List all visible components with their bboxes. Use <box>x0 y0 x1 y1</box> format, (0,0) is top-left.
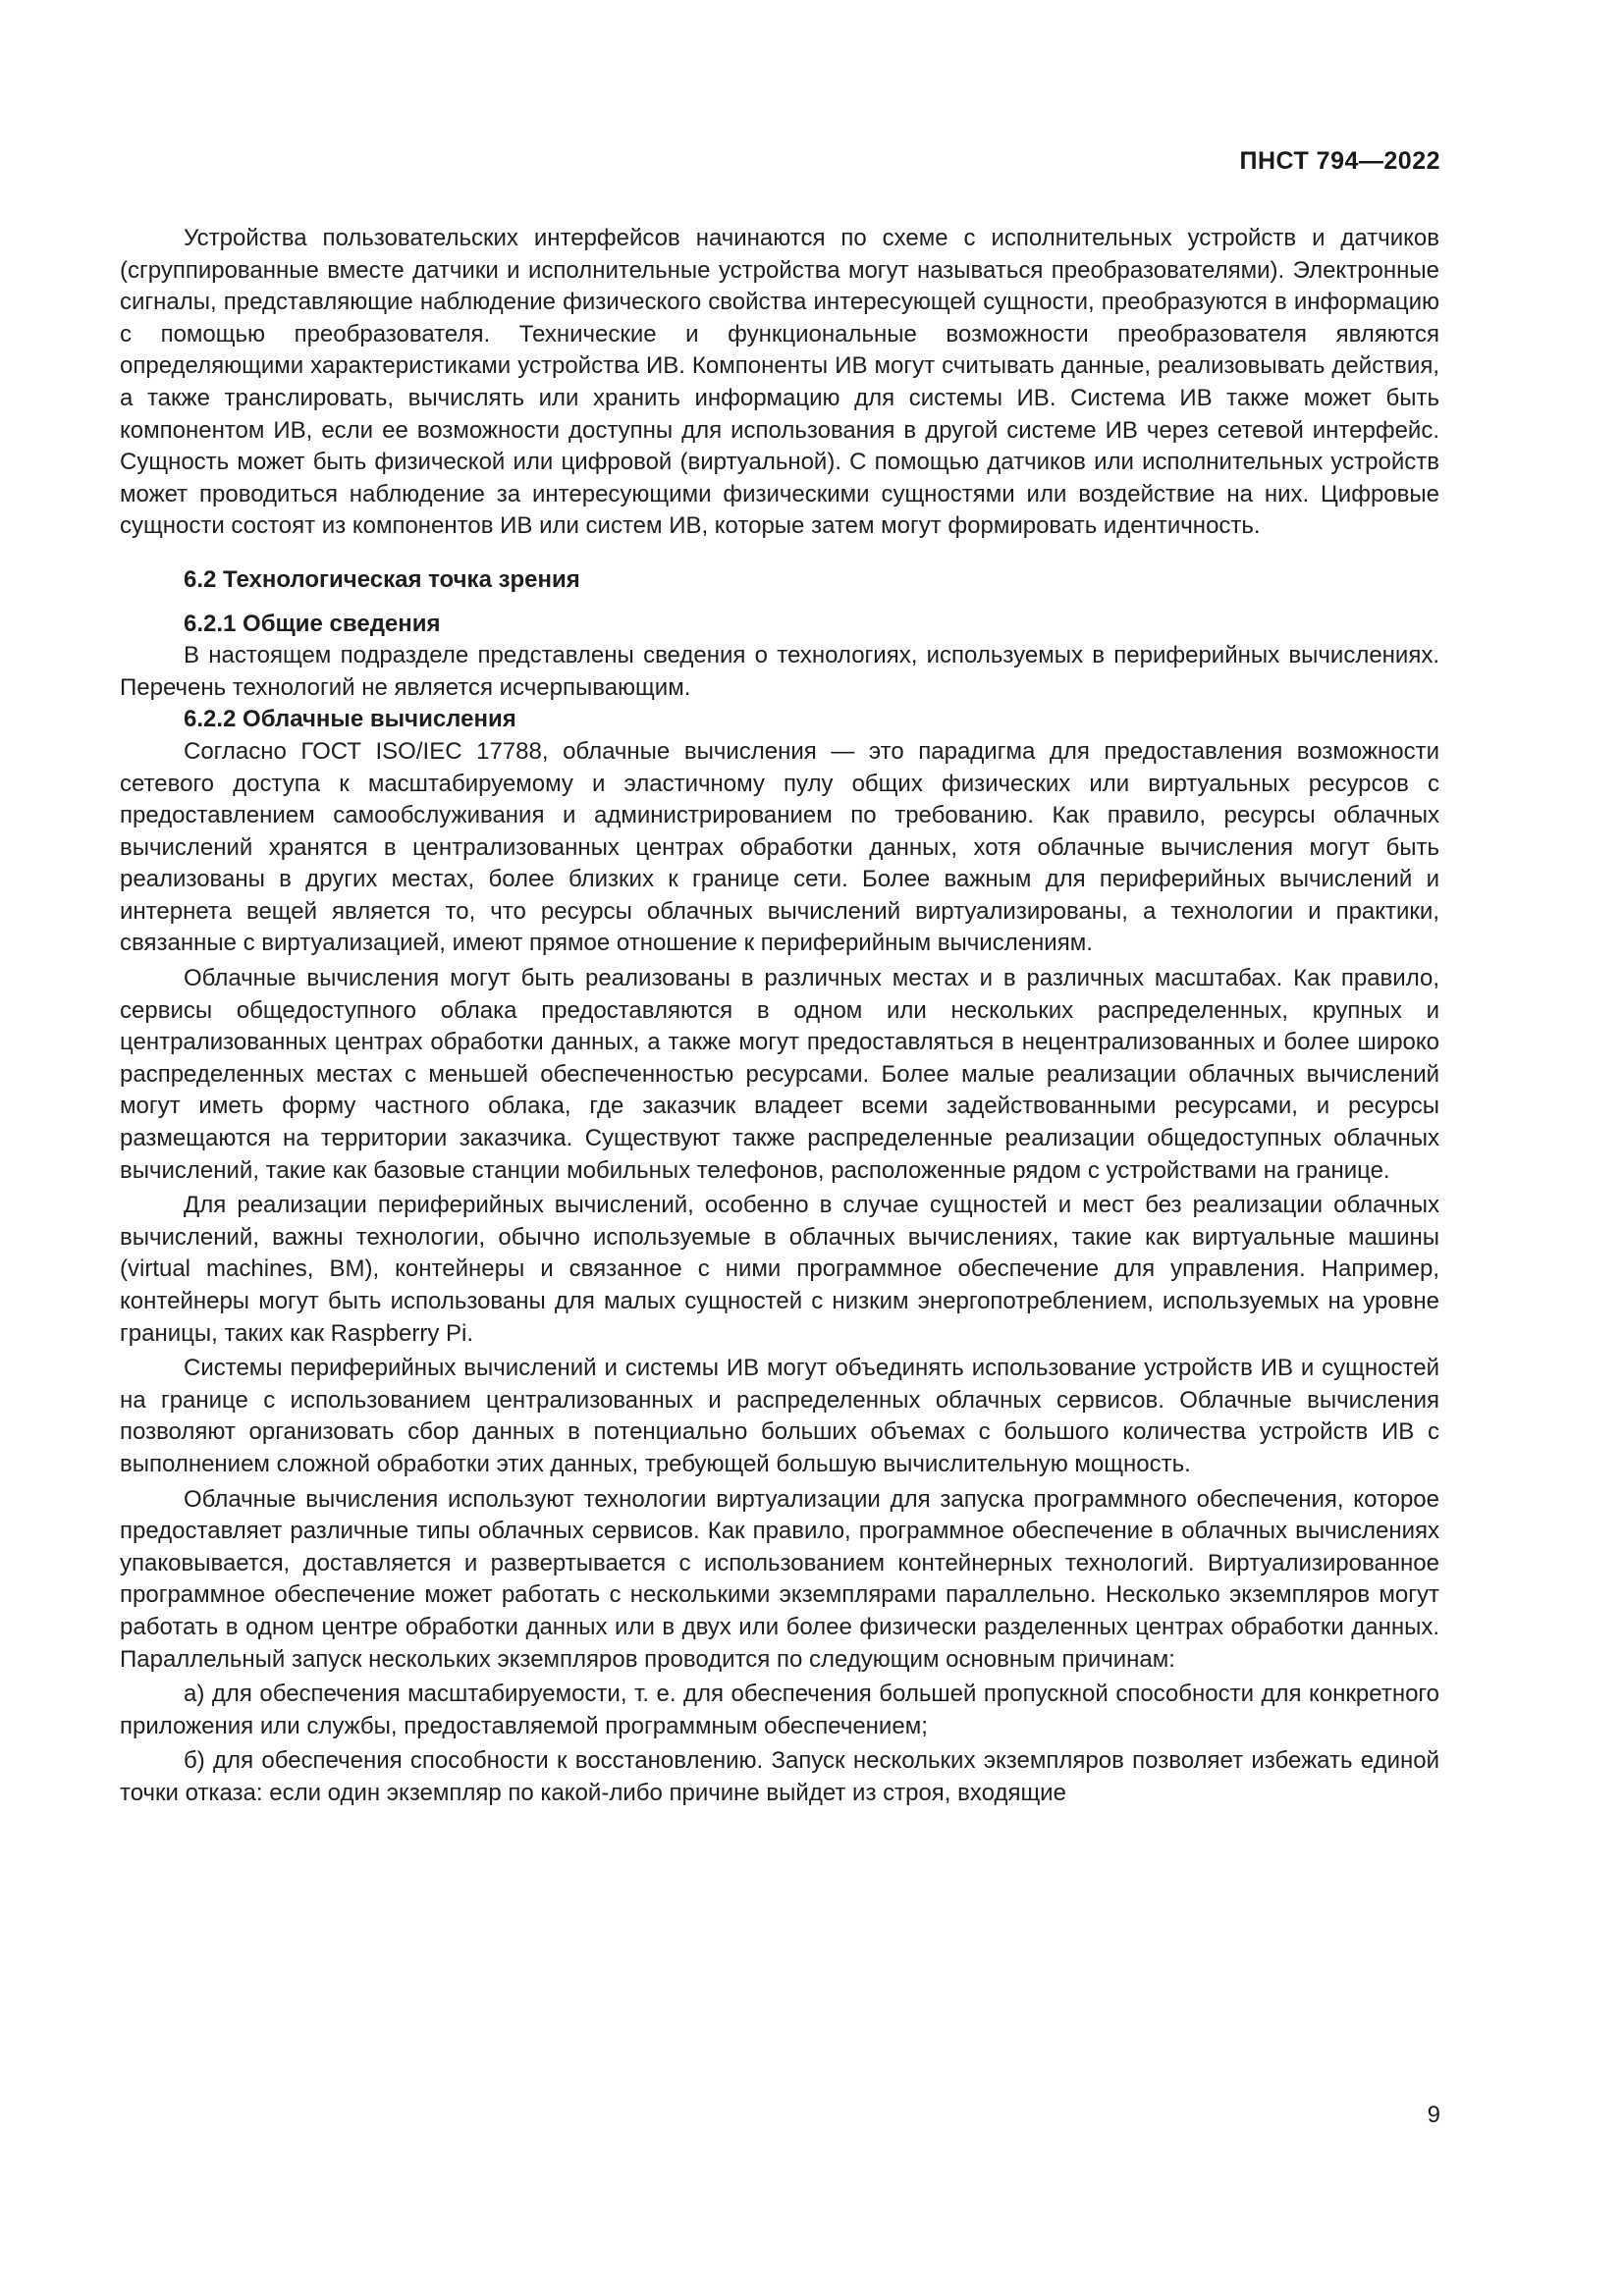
subsection-heading-6-2-1: 6.2.1 Общие сведения <box>184 610 441 637</box>
section-heading-6-2: 6.2 Технологическая точка зрения <box>184 565 580 593</box>
list-item-a: а) для обеспечения масштабируемости, т. е. для обеспечения большей пропускной способности для конкретного приложения или службы, предоставляемой программным обеспечением; <box>120 1681 1439 1739</box>
document-body <box>120 223 1439 1810</box>
subsection-heading-6-2-2: 6.2.2 Облачные вычисления <box>184 706 516 733</box>
list-item-b: б) для обеспечения способности к восстановлению. Запуск нескольких экземпляров позволяет избежать единой точки отказа: если один экземпляр по какой-либо причине выйдет из строя, входящие <box>120 1747 1439 1806</box>
intro-paragraph: Устройства пользовательских интерфейсов начинаются по схеме с исполнительных устройств и датчиков (сгруппированные вместе датчики и исполнительные устройства могут называться преобразователями). Электронные сигналы, представляющие наблюдение физического свойства интересующей сущности, преобразуются в информацию с помощью преобразователя. Технические и функциональные возможности преобразователя являются определяющими характеристиками устройства ИВ. Компоненты ИВ могут считывать данные, реализовывать действия, а также транслировать, вычислять или хранить информацию для системы ИВ. Система ИВ также может быть компонентом ИВ, если ее возможности доступны для использования в другой системе ИВ через сетевой интерфейс. Сущность может быть физической или цифровой (виртуальной). С помощью датчиков или исполнительных устройств может проводиться наблюдение за интересующими физическими сущностями или воздействие на них. Цифровые сущности состоят из компонентов ИВ или систем ИВ, которые затем могут формировать идентичность. <box>120 225 1439 540</box>
cloud-paragraph-integration: Системы периферийных вычислений и системы ИВ могут объединять использование устройств ИВ и сущностей на границе с использованием централизованных и распределенных облачных сервисов. Облачные вычисления позволяют организовать сбор данных в потенциально больших объемах с большого количества устройств ИВ с выполнением сложной обработки этих данных, требующей большую вычислительную мощность. <box>120 1355 1439 1477</box>
cloud-paragraph-virtualization: Облачные вычисления используют технологии виртуализации для запуска программного обеспечения, которое предоставляет различные типы облачных сервисов. Как правило, программное обеспечение в облачных вычислениях упаковывается, доставляется и развертывается с использованием контейнерных технологий. Виртуализированное программное обеспечение может работать с несколькими экземплярами параллельно. Несколько экземпляров могут работать в одном центре обработки данных или в двух или более физически разделенных центрах обработки данных. Параллельный запуск нескольких экземпляров проводится по следующим основным причинам: <box>120 1485 1439 1673</box>
document-code: ПНСТ 794—2022 <box>1239 147 1440 175</box>
cloud-paragraph-definition: Согласно ГОСТ ISO/IEC 17788, облачные вычисления — это парадигма для предоставления возможности сетевого доступа к масштабируемому и эластичному пулу общих физических или виртуальных ресурсов с предоставлением самообслуживания и администрированием по требованию. Как правило, ресурсы облачных вычислений хранятся в централизованных центрах обработки данных, хотя облачные вычисления могут быть реализованы в других местах, более близких к границе сети. Более важным для периферийных вычислений и интернета вещей является то, что ресурсы облачных вычислений виртуализированы, а технологии и практики, связанные с виртуализацией, имеют прямое отношение к периферийным вычислениям. <box>120 737 1439 957</box>
cloud-paragraph-locations: Облачные вычисления могут быть реализованы в различных местах и в различных масштабах. Как правило, сервисы общедоступного облака предоставляются в одном или нескольких распределенных, крупных и централизованных центрах обработки данных, а также могут предоставляться в нецентрализованных и более широко распределенных местах с меньшей обеспеченностью ресурсами. Более малые реализации облачных вычислений могут иметь форму частного облака, где заказчик владеет всеми задействованными ресурсами, и ресурсы размещаются на территории заказчика. Существуют также распределенные реализации общедоступных облачных вычислений, такие как базовые станции мобильных телефонов, расположенные рядом с устройствами на границе. <box>120 965 1439 1184</box>
subsection-6-2-1-paragraph: В настоящем подразделе представлены сведения о технологиях, используемых в периферийных вычислениях. Перечень технологий не является исчерпывающим. <box>120 642 1439 701</box>
cloud-paragraph-technologies: Для реализации периферийных вычислений, особенно в случае сущностей и мест без реализации облачных вычислений, важны технологии, обычно используемые в облачных вычислениях, такие как виртуальные машины (virtual machines, ВМ), контейнеры и связанное с ними программное обеспечение для управления. Например, контейнеры могут быть использованы для малых сущностей с низким энергопотреблением, используемых на уровне границы, таких как Raspberry Pi. <box>120 1192 1439 1347</box>
page-number: 9 <box>1427 2102 1440 2128</box>
